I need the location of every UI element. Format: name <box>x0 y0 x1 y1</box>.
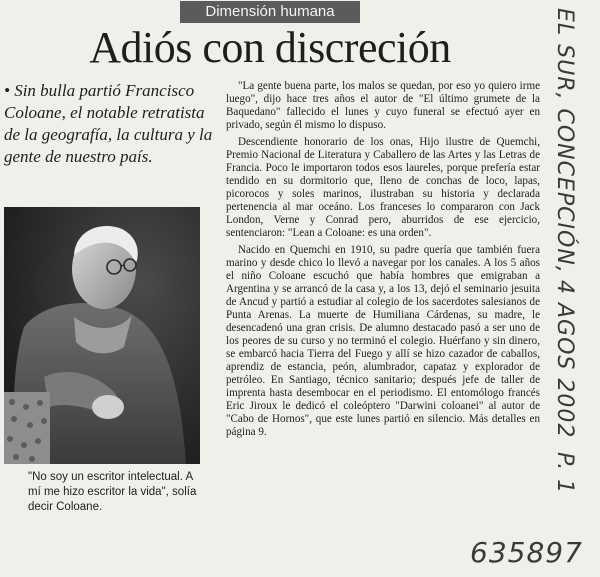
handwriting-source-note <box>538 0 600 540</box>
archive-number-note <box>466 528 600 572</box>
photo-caption: "No soy un escritor intelectual. A mí me hizo escritor la vida", solía decir Coloane. <box>28 471 197 513</box>
portrait-illustration <box>4 207 200 464</box>
headline: Adiós con discreción <box>89 23 451 72</box>
svg-text:4 AGOS 2002: 4 AGOS 2002 <box>552 280 577 439</box>
svg-text:635897: 635897 <box>470 536 583 569</box>
handwriting-archive-number <box>466 528 600 572</box>
svg-text:P. 1: P. 1 <box>552 452 577 495</box>
svg-text:EL SUR, CONCEPCIÓN,: EL SUR, CONCEPCIÓN, <box>552 8 577 274</box>
body-paragraph: Descendiente honorario de los onas, Hijo ilustre de Quemchi, Premio Nacional de Literatura y Caballero de las Artes y las Letras de Francia. Poco le importaron todos esos laureles, porque prefería estar tendido en su dormitorio que, lleno de conchas de loco, lapas, picorocos y soles marinos, ilustraban su historia y declarada pertenencia al mar oceáno. Los franceses lo compararon con Jack London, Verne y Conrad pero, aburridos de ese ejercicio, sentenciaron: "Lean a Coloane: es una orden". <box>226 136 540 239</box>
article-body <box>226 80 540 443</box>
body-paragraph: Nacido en Quemchi en 1910, su padre quería que también fuera marino y desde chico lo llevó a navegar por los canales. A los 5 años el niño Coloane escuchó que había hombres que emigraban a Argentina y se arrancó de la casa y, a los 13, dejó el seminario jesuita de Ancud y partió a estudiar al colegio de los sacerdotes salesianos de Punta Arenas. La muerte de Humiliana Cárdenas, su madre, le desencadenó una gran crisis. De alumno destacado pasó a ser uno de los peores de su curso y no terminó el colegio. Huérfano y sin dinero, se embarcó hacia Tierra del Fuego y allí se hizo cazador de caballos, aprendiz de estancia, peón, alumbrador, capataz y explorador de petróleo. En Santiago, técnico sanitario; después jefe de taller de imprenta hasta desembocar en el periodismo. El entomólogo francés Eric Jiroux le dedicó el coleóptero "Darwini coloanei" al autor de "Cabo de Hornos", que este lunes partió en silencio. Más detalles en página 9. <box>226 244 540 438</box>
body-paragraph: "La gente buena parte, los malos se quedan, por eso yo quiero irme luego", dijo hace tres años el autor de "El último grumete de la Baquedano" fallecido el lunes y cuyo funeral se efectuó ayer en privado, según él mismo lo dispuso. <box>226 80 540 131</box>
section-label: Dimensión humana <box>180 1 360 23</box>
handwritten-margin-note <box>538 0 600 540</box>
lead-paragraph: • Sin bulla partió Francisco Coloane, el notable retratista de la geografía, la cultura y la gente de nuestro país. <box>4 81 213 166</box>
portrait-photo <box>4 207 200 464</box>
